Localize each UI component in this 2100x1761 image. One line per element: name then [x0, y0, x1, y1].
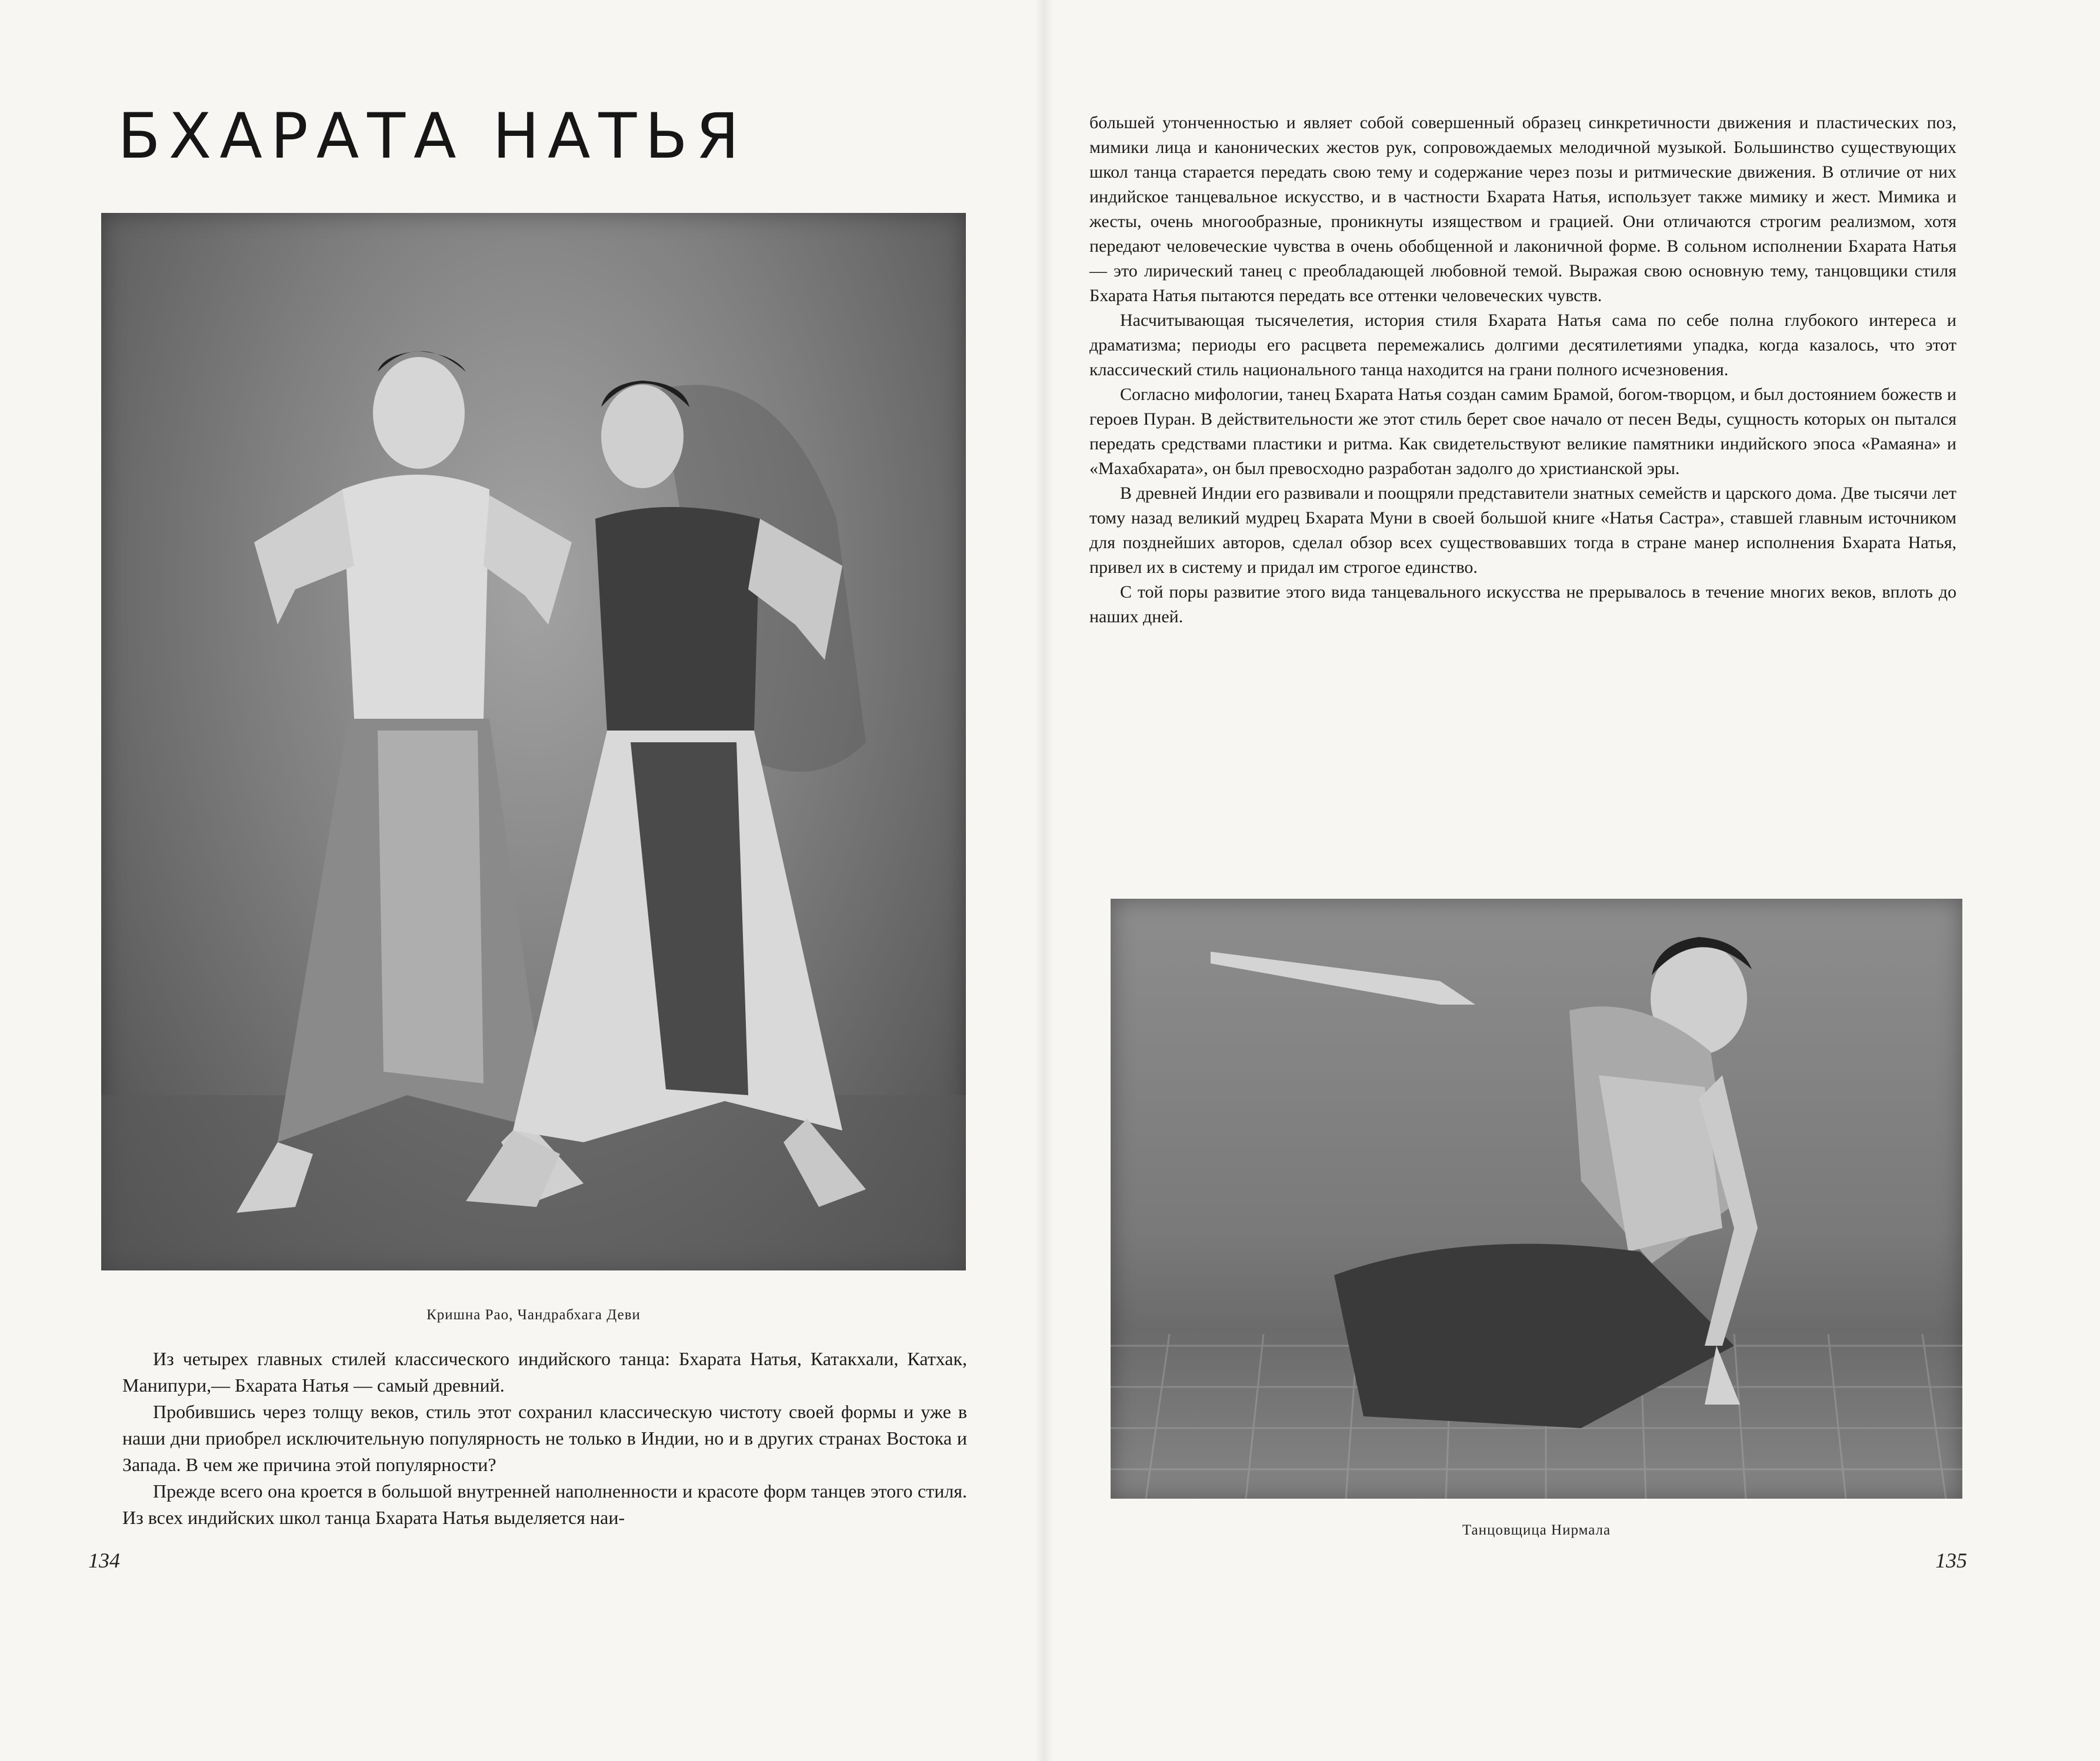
- photo-dancing-couple: [101, 213, 966, 1270]
- paragraph: Из четырех главных стилей классического индийского танца: Бхарата Натья, Катакхали, Катхак, Манипури,— Бхарата Натья — самый древний.: [122, 1348, 967, 1396]
- photo-caption-right: Танцовщица Нирмала: [1462, 1522, 1611, 1538]
- paragraph: Насчитывающая тысячелетия, история стиля Бхарата Натья сама по себе полна глубокого интереса и драматизма; периоды его расцвета перемежались долгими десятилетиями упадка, когда казалось, что этот классический стиль национального танца находится на грани полного исчезновения.: [1089, 311, 1956, 379]
- page-number-right: 135: [1935, 1549, 1967, 1572]
- photo-caption-left: Кришна Рао, Чандрабхага Деви: [426, 1307, 641, 1323]
- page-title: БХАРАТА НАТЬЯ: [118, 100, 748, 172]
- right-page-text: [1089, 111, 1956, 629]
- paragraph: большей утонченностью и являет собой совершенный образец синкретичности движения и пластических поз, мимики лица и канонических жестов рук, сопровождаемых мелодичной музыкой. Большинство существующих школ танца старается передать свою тему и содержание через позы и ритмические движения. В отличие от них индийское танцевальное искусство, и в частности Бхарата Натья, использует также мимику и жест. Мимика и жесты, очень многообразные, проникнуты изяществом и грацией. Они отличаются строгим реализмом, хотя передают человеческие чувства в очень обобщенной и лаконичной форме. В сольном исполнении Бхарата Натья — это лирический танец с преобладающей любовной темой. Выражая свою основную тему, танцовщики стиля Бхарата Натья пытаются передать все оттенки человеческих чувств.: [1089, 113, 1956, 305]
- page-number-left: 134: [88, 1549, 120, 1572]
- dancer-illustration: [1111, 899, 1962, 1499]
- left-page-text: [122, 1346, 967, 1531]
- paragraph: В древней Индии его развивали и поощряли представители знатных семейств и царского дома. Две тысячи лет тому назад великий мудрец Бхарата Муни в своей большой книге «Натья Састра», ставшей главным источником для позднейших авторов, сделал обзор всех существовавших тогда в стране манер исполнения Бхарата Натья, привел их в систему и придал им строгое единство.: [1089, 483, 1956, 577]
- left-page: [0, 0, 1044, 1761]
- paragraph: Прежде всего она кроется в большой внутренней наполненности и красоте форм танцев этого стиля. Из всех индийских школ танца Бхарата Натья выделяется наи-: [122, 1480, 967, 1528]
- paragraph: Согласно мифологии, танец Бхарата Натья создан самим Брамой, богом-творцом, и был достоянием божеств и героев Пуран. В действительности же этот стиль берет свое начало от песен Веды, сущность которых он пытался передать средствами пластики и ритма. Как свидетельствуют великие памятники индийского эпоса «Рамаяна» и «Махабхарата», он был превосходно разработан задолго до христианской эры.: [1089, 385, 1956, 478]
- paragraph: Пробившись через толщу веков, стиль этот сохранил классическую чистоту своей формы и уже в наши дни приобрел исключительную популярность не только в Индии, но и в других странах Востока и Запада. В чем же причина этой популярности?: [122, 1401, 967, 1475]
- photo-dancer-nirmala: [1111, 899, 1962, 1499]
- dancers-illustration: [101, 213, 966, 1270]
- paragraph: С той поры развитие этого вида танцевального искусства не прерывалось в течение многих веков, вплоть до наших дней.: [1089, 582, 1956, 626]
